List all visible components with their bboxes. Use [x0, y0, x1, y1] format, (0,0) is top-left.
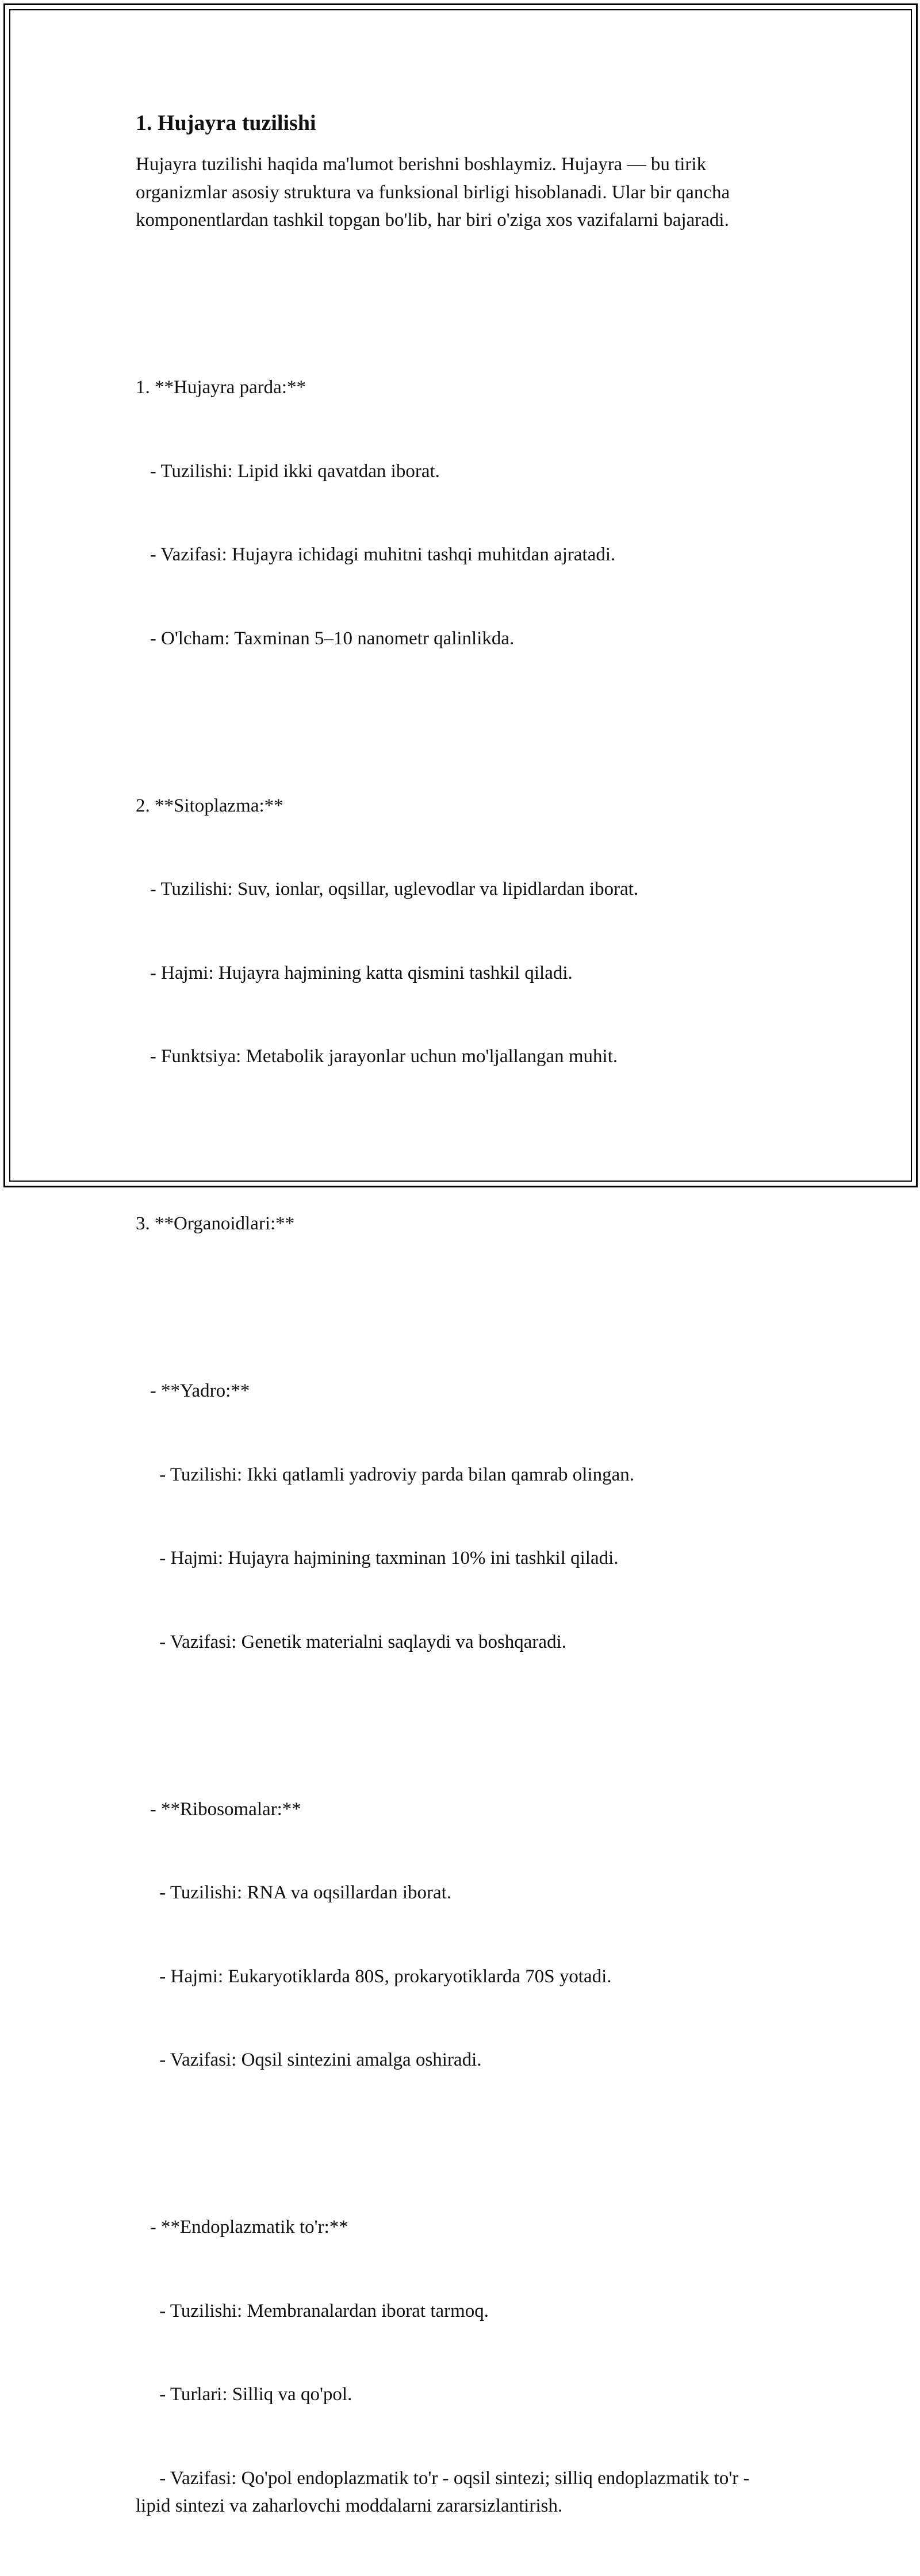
list-line: - Vazifasi: Oqsil sintezini amalga oshiradi.: [136, 2050, 482, 2070]
list-line: - O'lcham: Taxminan 5–10 nanometr qalinlikda.: [136, 628, 515, 649]
list-line: - Tuzilishi: Ikki qatlamli yadroviy parda bilan qamrab olingan.: [136, 1464, 635, 1485]
list-line: - Vazifasi: Hujayra ichidagi muhitni tashqi muhitdan ajratadi.: [136, 544, 616, 565]
list-line: - Funktsiya: Metabolik jarayonlar uchun mo'ljallangan muhit.: [136, 1046, 618, 1067]
list-line: - Tuzilishi: RNA va oqsillardan iborat.: [136, 1882, 452, 1903]
list-line: [136, 290, 789, 318]
list-subitem-heading: - **Ribosomalar:**: [136, 1798, 301, 1820]
list-line: - Hajmi: Eukaryotiklarda 80S, prokaryotiklarda 70S yotadi.: [136, 1966, 612, 1987]
list-line: [136, 708, 789, 736]
list-line: [136, 1294, 789, 1322]
list-item-heading: 3. **Organoidlari:**: [136, 1213, 295, 1234]
list-item-heading: 2. **Sitoplazma:**: [136, 795, 283, 816]
list-line: - Turlari: Silliq va qo'pol.: [136, 2384, 352, 2405]
list-subitem-heading: - **Yadro:**: [136, 1381, 250, 1401]
list-line: [136, 2130, 789, 2158]
structure-list: [136, 234, 789, 2576]
list-line: - Vazifasi: Genetik materialni saqlaydi va boshqaradi.: [136, 1631, 566, 1652]
list-line: - Hajmi: Hujayra hajmining katta qismini tashkil qiladi.: [136, 962, 573, 983]
list-line: - Tuzilishi: Suv, ionlar, oqsillar, uglevodlar va lipidlardan iborat.: [136, 879, 639, 899]
section-heading: 1. Hujayra tuzilishi: [136, 111, 316, 135]
list-line: - Hajmi: Hujayra hajmining taxminan 10% ini tashkil qiladi.: [136, 1548, 619, 1568]
list-line: [136, 1712, 789, 1740]
list-subitem-heading: - **Endoplazmatik to'r:**: [136, 2217, 348, 2237]
list-line: - Tuzilishi: Lipid ikki qavatdan iborat.: [136, 460, 440, 482]
list-item-heading: 1. **Hujayra parda:**: [136, 377, 306, 398]
list-line: - Tuzilishi: Membranalardan iborat tarmoq.: [136, 2300, 489, 2321]
intro-paragraph: Hujayra tuzilishi haqida ma'lumot berishni boshlaymiz. Hujayra — bu tirik organizmlar asosiy struktura va funksional birligi hisoblanadi. Ular bir qancha komponentlardan tashkil topgan bo'lib, har biri o'ziga xos vazifalarni bajaradi.: [136, 154, 730, 230]
document-body: [136, 107, 789, 2576]
list-line: [136, 1126, 789, 1155]
list-line: - Vazifasi: Qo'pol endoplazmatik to'r - oqsil sintezi; silliq endoplazmatik to'r - lipid sintezi va zaharlovchi moddalarni zararsizlantirish.: [136, 2467, 754, 2516]
